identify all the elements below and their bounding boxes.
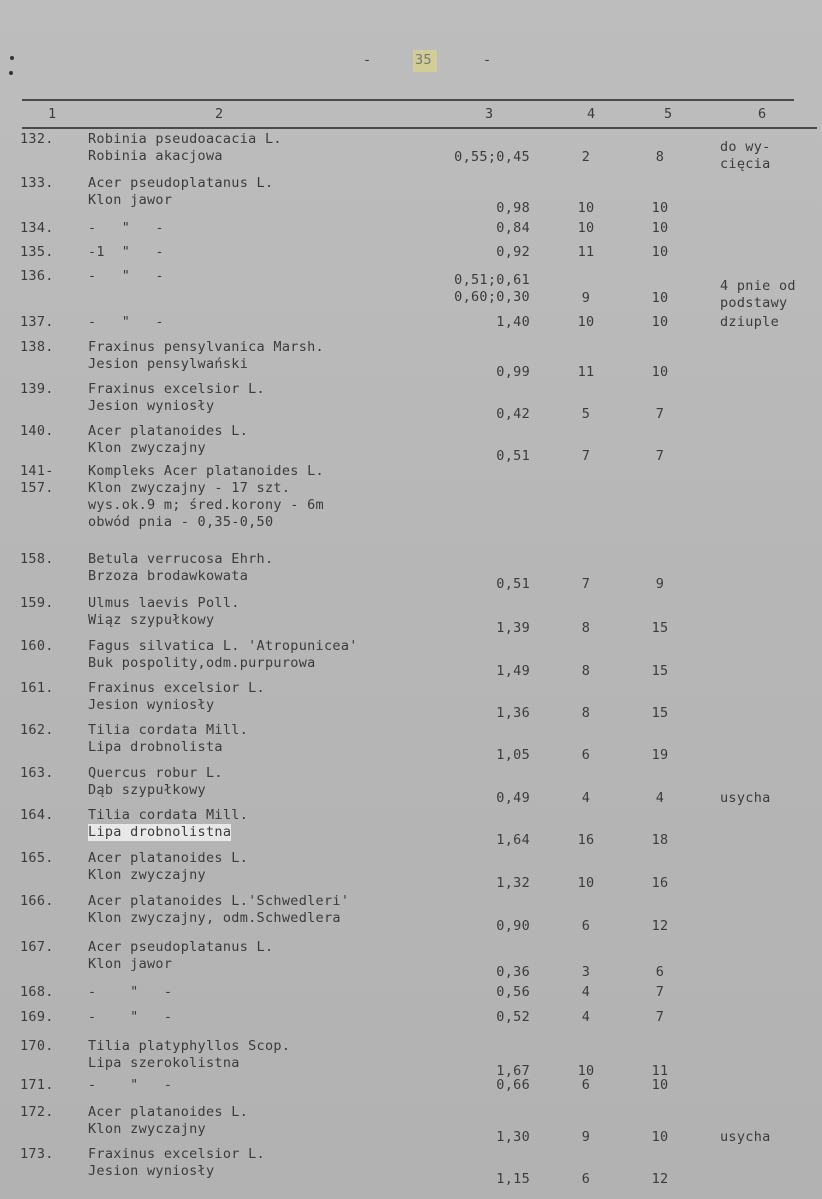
column-4-value: 10 <box>577 314 595 330</box>
species-name: Ulmus laevis Poll. <box>88 595 240 611</box>
remarks: usycha <box>720 1129 771 1145</box>
species-name: Jesion wyniosły <box>88 1163 215 1179</box>
column-5-value: 12 <box>651 1171 669 1187</box>
trunk-circumference: 0,52 <box>496 1009 530 1025</box>
column-5-value: 10 <box>651 1129 669 1145</box>
species-name: - " - <box>88 268 164 284</box>
header-top-rule <box>22 99 794 101</box>
column-header-1: 1 <box>48 106 57 122</box>
species-name: obwód pnia - 0,35-0,50 <box>88 514 274 530</box>
remarks: dziuple <box>720 314 779 330</box>
species-name: - " - <box>88 1077 173 1093</box>
column-5-value: 4 <box>655 790 665 806</box>
column-5-value: 6 <box>655 964 665 980</box>
species-name: Klon zwyczajny, odm.Schwedlera <box>88 910 341 926</box>
column-4-value: 11 <box>577 244 595 260</box>
row-number: 161. <box>20 680 54 696</box>
row-number: 162. <box>20 722 54 738</box>
column-4-value: 6 <box>581 1077 591 1093</box>
row-number: 169. <box>20 1009 54 1025</box>
trunk-circumference: 0,51 <box>496 448 530 464</box>
species-name: Acer platanoides L. <box>88 1104 249 1120</box>
row-number: 157. <box>20 480 54 496</box>
row-number: 138. <box>20 339 54 355</box>
row-number: 166. <box>20 893 54 909</box>
column-4-value: 4 <box>581 1009 591 1025</box>
column-4-value: 4 <box>581 790 591 806</box>
column-5-value: 7 <box>655 406 665 422</box>
trunk-circumference: 0,36 <box>496 964 530 980</box>
column-4-value: 6 <box>581 918 591 934</box>
trunk-circumference: 1,64 <box>496 832 530 848</box>
column-5-value: 15 <box>651 663 669 679</box>
trunk-circumference: 1,67 <box>496 1063 530 1079</box>
column-4-value: 6 <box>581 747 591 763</box>
page-number <box>363 52 503 72</box>
trunk-circumference: 0,49 <box>496 790 530 806</box>
species-name: Lipa szerokolistna <box>88 1055 240 1071</box>
species-name: Kompleks Acer platanoides L. <box>88 463 324 479</box>
trunk-circumference: 0,42 <box>496 406 530 422</box>
row-number: 165. <box>20 850 54 866</box>
trunk-circumference: 1,49 <box>496 663 530 679</box>
column-4-value: 7 <box>581 576 591 592</box>
trunk-circumference: 1,05 <box>496 747 530 763</box>
row-number: 159. <box>20 595 54 611</box>
remarks: do wy- <box>720 139 771 155</box>
species-name: Dąb szypułkowy <box>88 782 206 798</box>
trunk-circumference: 1,30 <box>496 1129 530 1145</box>
species-name: Lipa drobnolista <box>88 739 223 755</box>
column-4-value: 5 <box>581 406 591 422</box>
row-number: 173. <box>20 1146 54 1162</box>
column-5-value: 10 <box>651 364 669 380</box>
row-number: 134. <box>20 220 54 236</box>
species-name: Quercus robur L. <box>88 765 223 781</box>
species-name: Acer platanoides L. <box>88 850 249 866</box>
column-4-value: 8 <box>581 705 591 721</box>
column-5-value: 10 <box>651 220 669 236</box>
row-number: 135. <box>20 244 54 260</box>
column-5-value: 7 <box>655 984 665 1000</box>
row-number: 132. <box>20 131 54 147</box>
trunk-circumference: 1,15 <box>496 1171 530 1187</box>
column-4-value: 4 <box>581 984 591 1000</box>
column-4-value: 6 <box>581 1171 591 1187</box>
remarks: 4 pnie od <box>720 278 796 294</box>
species-name: Fraxinus excelsior L. <box>88 381 265 397</box>
row-number: 168. <box>20 984 54 1000</box>
column-5-value: 9 <box>655 576 665 592</box>
trunk-circumference: 0,56 <box>496 984 530 1000</box>
species-name: Klon zwyczajny <box>88 440 206 456</box>
species-name: wys.ok.9 m; śred.korony - 6m <box>88 497 324 513</box>
species-name: Wiąz szypułkowy <box>88 612 215 628</box>
column-5-value: 7 <box>655 448 665 464</box>
header-bottom-rule <box>22 127 817 129</box>
column-5-value: 10 <box>651 290 669 306</box>
column-4-value: 8 <box>581 663 591 679</box>
species-name: Robinia pseudoacacia L. <box>88 131 282 147</box>
species-name: Acer pseudoplatanus L. <box>88 939 274 955</box>
column-5-value: 10 <box>651 244 669 260</box>
row-number: 136. <box>20 268 54 284</box>
species-name: Klon zwyczajny - 17 szt. <box>88 480 291 496</box>
species-name: - " - <box>88 220 164 236</box>
row-number: 171. <box>20 1077 54 1093</box>
trunk-circumference: 1,39 <box>496 620 530 636</box>
species-name: -1 " - <box>88 244 164 260</box>
species-name: - " - <box>88 1009 173 1025</box>
column-header-3: 3 <box>485 106 494 122</box>
species-name: Robinia akacjowa <box>88 148 223 164</box>
trunk-circumference: 0,51 <box>496 576 530 592</box>
row-number: 170. <box>20 1038 54 1054</box>
species-name: Tilia platyphyllos Scop. <box>88 1038 291 1054</box>
trunk-circumference: 0,98 <box>496 200 530 216</box>
row-number: 163. <box>20 765 54 781</box>
column-5-value: 12 <box>651 918 669 934</box>
row-number: 164. <box>20 807 54 823</box>
column-4-value: 3 <box>581 964 591 980</box>
column-4-value: 9 <box>581 290 591 306</box>
trunk-circumference: 0,51;0,61 <box>454 272 530 288</box>
column-4-value: 16 <box>577 832 595 848</box>
column-4-value: 10 <box>577 200 595 216</box>
row-number: 158. <box>20 551 54 567</box>
column-header-2: 2 <box>215 106 224 122</box>
trunk-circumference: 0,90 <box>496 918 530 934</box>
species-name: Fraxinus excelsior L. <box>88 1146 265 1162</box>
species-name: Jesion pensylwański <box>88 356 249 372</box>
row-number: 172. <box>20 1104 54 1120</box>
trunk-circumference: 1,36 <box>496 705 530 721</box>
species-name: Tilia cordata Mill. <box>88 807 249 823</box>
scan-speck <box>9 71 13 75</box>
species-name: Acer platanoides L.'Schwedleri' <box>88 893 350 909</box>
row-number: 140. <box>20 423 54 439</box>
column-5-value: 19 <box>651 747 669 763</box>
column-header-6: 6 <box>758 106 767 122</box>
species-name: - " - <box>88 984 173 1000</box>
column-header-5: 5 <box>664 106 673 122</box>
column-4-value: 10 <box>577 1063 595 1079</box>
remarks: podstawy <box>720 295 788 311</box>
row-number: 160. <box>20 638 54 654</box>
trunk-circumference: 0,55;0,45 <box>454 149 530 165</box>
species-name: Jesion wyniosły <box>88 697 215 713</box>
page-number-value: 35 <box>415 52 432 68</box>
column-5-value: 8 <box>655 149 665 165</box>
scan-speck <box>10 56 14 60</box>
trunk-circumference: 1,32 <box>496 875 530 891</box>
column-5-value: 15 <box>651 705 669 721</box>
column-5-value: 10 <box>651 200 669 216</box>
remarks: usycha <box>720 790 771 806</box>
column-4-value: 10 <box>577 220 595 236</box>
species-name: Jesion wyniosły <box>88 398 215 414</box>
species-name: Acer pseudoplatanus L. <box>88 175 274 191</box>
trunk-circumference: 0,84 <box>496 220 530 236</box>
page-dash-right: - <box>483 52 492 68</box>
species-name: Buk pospolity,odm.purpurowa <box>88 655 316 671</box>
species-name: Klon zwyczajny <box>88 1121 206 1137</box>
species-name: Fagus silvatica L. 'Atropunicea' <box>88 638 358 654</box>
column-5-value: 10 <box>651 1077 669 1093</box>
species-name: Klon jawor <box>88 192 173 208</box>
page-dash-left: - <box>363 52 372 68</box>
species-name: Acer platanoides L. <box>88 423 249 439</box>
column-4-value: 11 <box>577 364 595 380</box>
row-number: 139. <box>20 381 54 397</box>
trunk-circumference: 0,66 <box>496 1077 530 1093</box>
column-5-value: 11 <box>651 1063 669 1079</box>
column-5-value: 18 <box>651 832 669 848</box>
column-4-value: 8 <box>581 620 591 636</box>
column-5-value: 16 <box>651 875 669 891</box>
column-4-value: 7 <box>581 448 591 464</box>
row-number: 141- <box>20 463 54 479</box>
row-number: 133. <box>20 175 54 191</box>
species-name: Fraxinus pensylvanica Marsh. <box>88 339 324 355</box>
trunk-circumference: 1,40 <box>496 314 530 330</box>
trunk-circumference: 0,92 <box>496 244 530 260</box>
species-name: Lipa drobnolistna <box>88 824 232 840</box>
species-name: Brzoza brodawkowata <box>88 568 249 584</box>
column-5-value: 7 <box>655 1009 665 1025</box>
column-5-value: 15 <box>651 620 669 636</box>
column-4-value: 9 <box>581 1129 591 1145</box>
species-name: - " - <box>88 314 164 330</box>
trunk-circumference: 0,99 <box>496 364 530 380</box>
species-name: Tilia cordata Mill. <box>88 722 249 738</box>
column-header-4: 4 <box>587 106 596 122</box>
row-number: 167. <box>20 939 54 955</box>
column-5-value: 10 <box>651 314 669 330</box>
trunk-circumference: 0,60;0,30 <box>454 289 530 305</box>
species-name: Betula verrucosa Ehrh. <box>88 551 274 567</box>
column-4-value: 2 <box>581 149 591 165</box>
species-name: Klon zwyczajny <box>88 867 206 883</box>
species-name: Klon jawor <box>88 956 173 972</box>
row-number: 137. <box>20 314 54 330</box>
column-4-value: 10 <box>577 875 595 891</box>
species-name: Fraxinus excelsior L. <box>88 680 265 696</box>
remarks: cięcia <box>720 156 771 172</box>
